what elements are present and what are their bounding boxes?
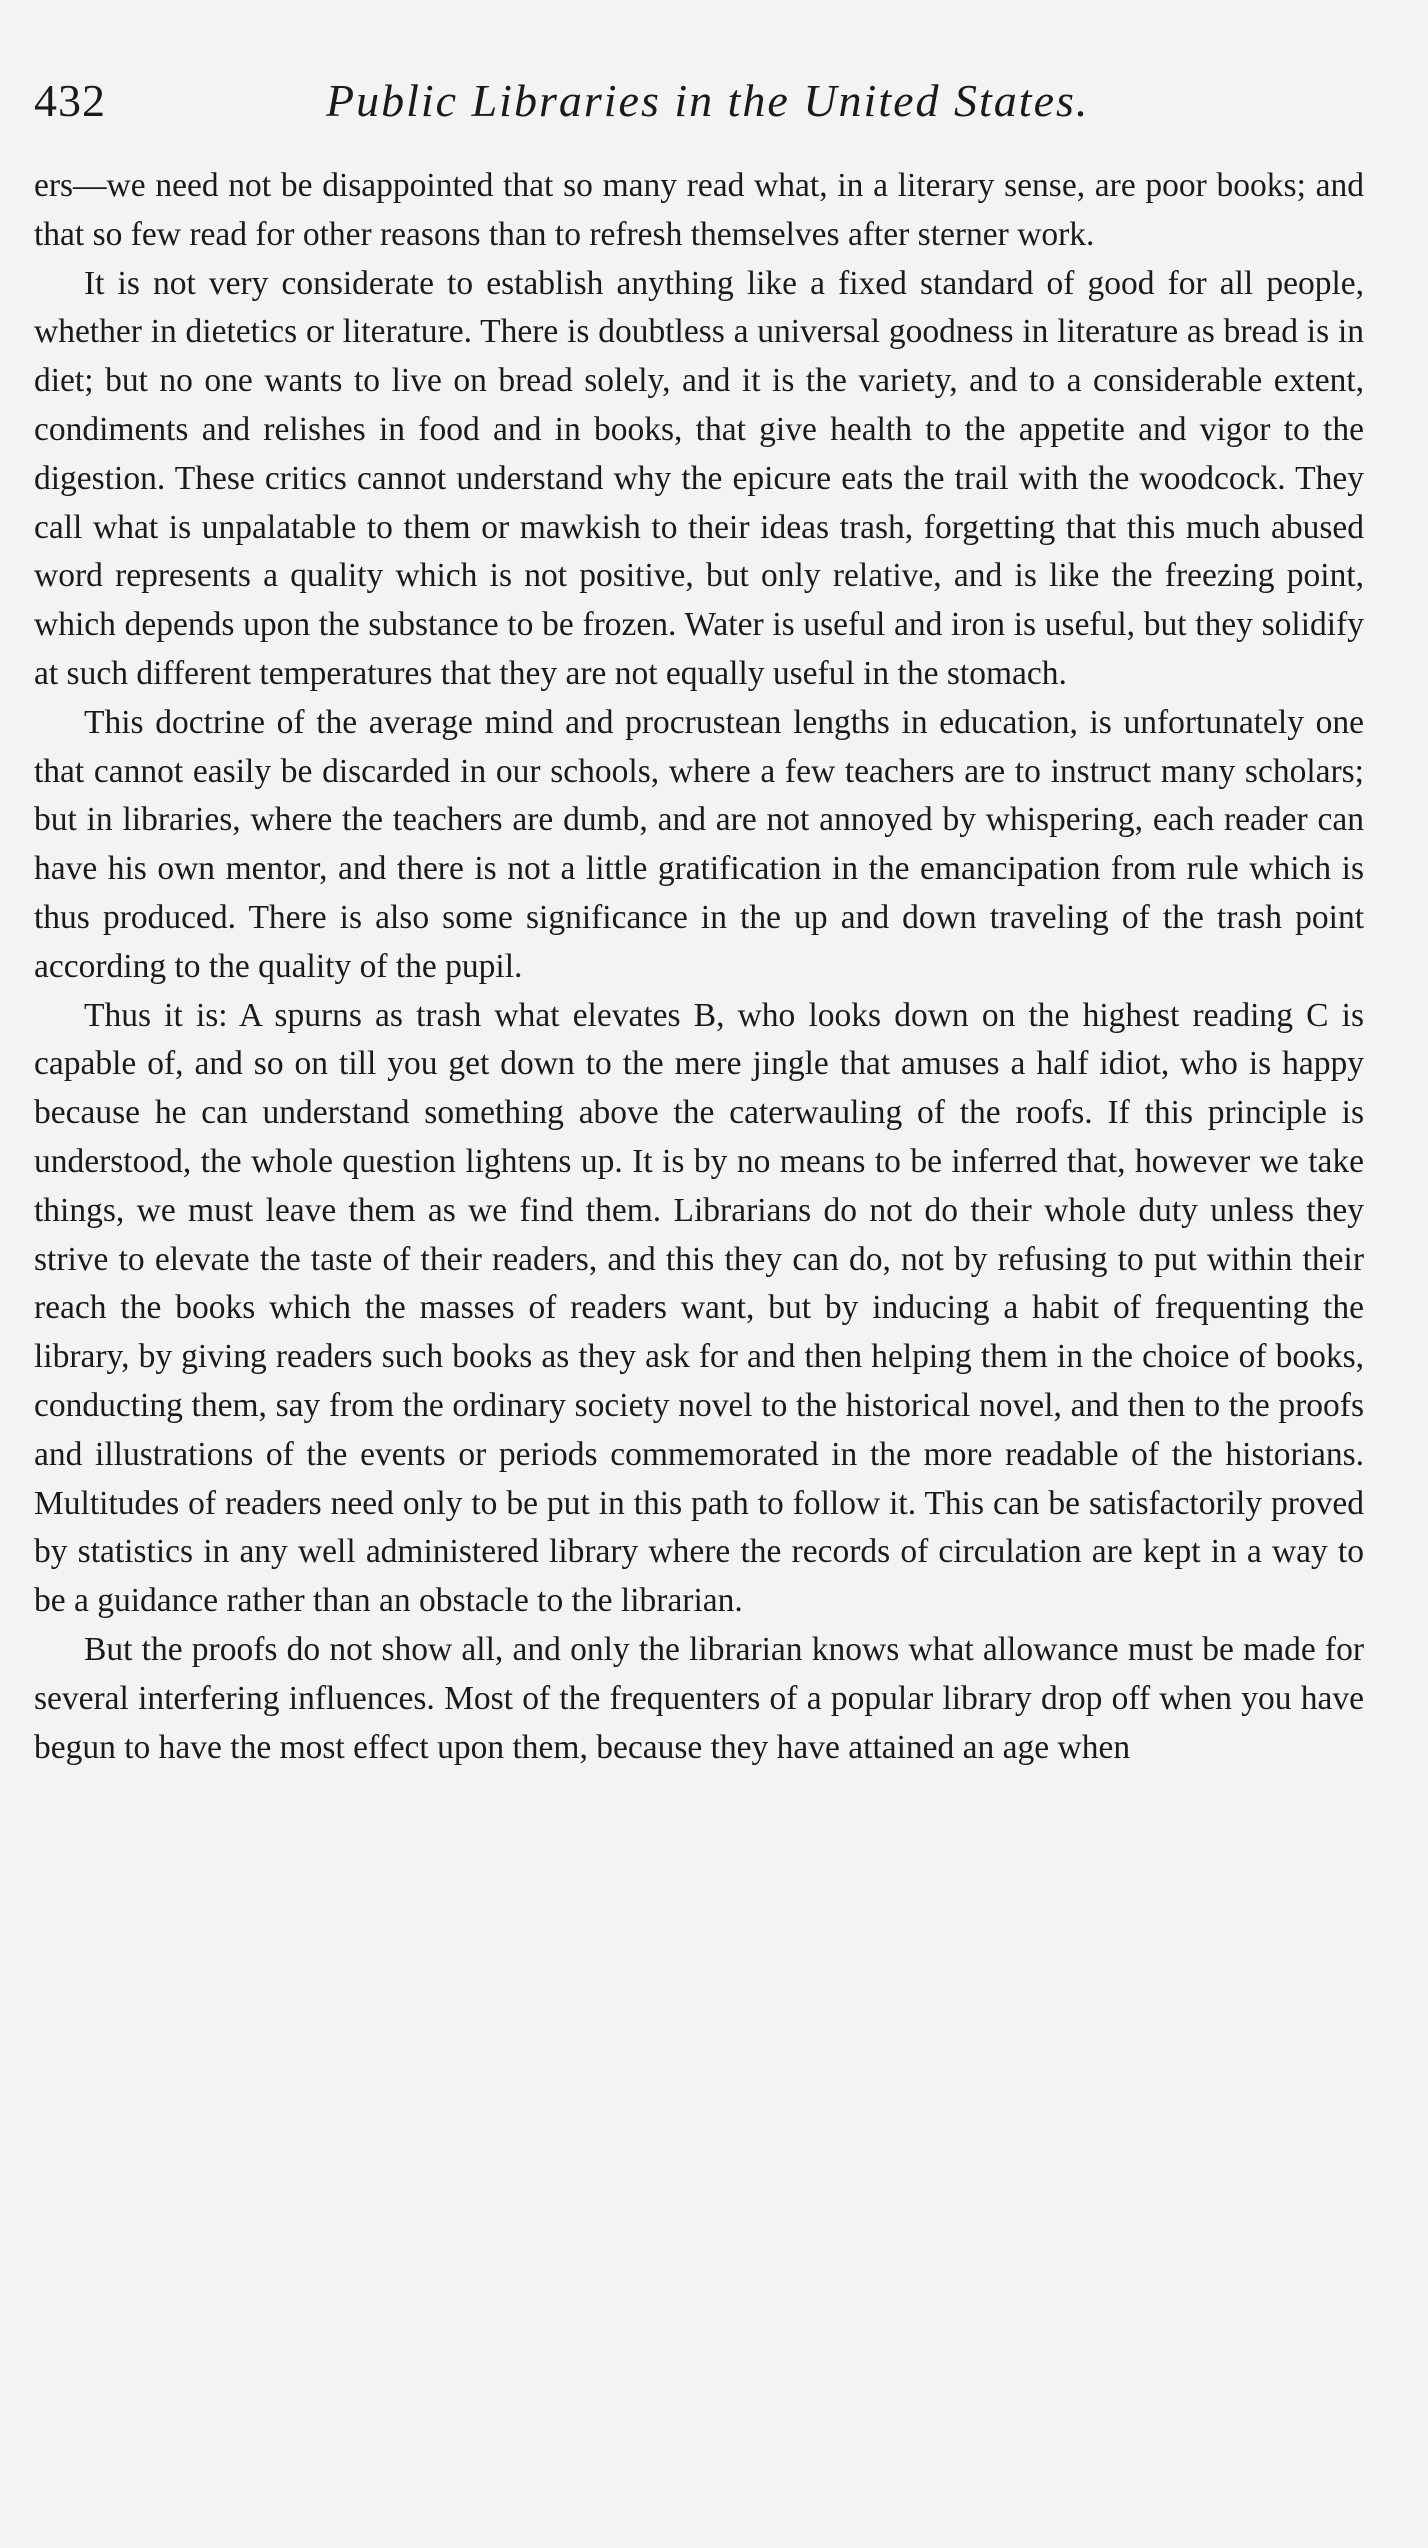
paragraph: This doctrine of the average mind and procrustean lengths in education, is unfortunately one that cannot easily be discarded in our schools, where a few teachers are to instruct many scholars; but in libraries, where the teachers are dumb, and are not annoyed by whispering, each reader can have his own mentor, and there is not a little gratification in the emancipation from rule which is thus produced. There is also some significance in the up and down traveling of the trash point according to the quality of the pupil. (34, 703, 1364, 985)
body-text (34, 162, 1364, 1772)
book-page (34, 66, 1364, 1772)
running-title: Public Libraries in the United States. (326, 75, 1090, 126)
page-number: 432 (34, 75, 106, 126)
running-head (34, 66, 1364, 136)
paragraph: It is not very considerate to establish anything like a fixed standard of good for all people, whether in dietetics or literature. There is doubtless a universal goodness in literature as bread is in diet; but no one wants to live on bread solely, and it is the variety, and to a considerable extent, condiments and relishes in food and in books, that give health to the appetite and vigor to the digestion. These critics cannot understand why the epicure eats the trail with the woodcock. They call what is unpalatable to them or mawkish to their ideas trash, forgetting that this much abused word represents a quality which is not positive, but only relative, and is like the freezing point, which depends upon the substance to be frozen. Water is useful and iron is useful, but they solidify at such different temperatures that they are not equally useful in the stomach. (34, 264, 1364, 692)
paragraph: But the proofs do not show all, and only the librarian knows what allowance must be made for several interfering influences. Most of the frequenters of a popular library drop off when you have begun to have the most effect upon them, because they have attained an age when (34, 1630, 1364, 1766)
paragraph: Thus it is: A spurns as trash what elevates B, who looks down on the highest reading C is capable of, and so on till you get down to the mere jingle that amuses a half idiot, who is happy because he can understand something above the caterwauling of the roofs. If this principle is understood, the whole question lightens up. It is by no means to be inferred that, however we take things, we must leave them as we find them. Librarians do not do their whole duty unless they strive to elevate the taste of their readers, and this they can do, not by refusing to put within their reach the books which the masses of readers want, but by inducing a habit of frequenting the library, by giving readers such books as they ask for and then helping them in the choice of books, conducting them, say from the ordinary society novel to the historical novel, and then to the proofs and illustrations of the events or periods commemorated in the more readable of the historians. Multitudes of readers need only to be put in this path to follow it. This can be satisfactorily proved by statistics in any well administered library where the records of circulation are kept in a way to be a guidance rather than an obstacle to the librarian. (34, 996, 1364, 1620)
paragraph-continued: ers—we need not be disappointed that so many read what, in a literary sense, are poor books; and that so few read for other reasons than to refresh themselves after sterner work. (34, 167, 1364, 253)
